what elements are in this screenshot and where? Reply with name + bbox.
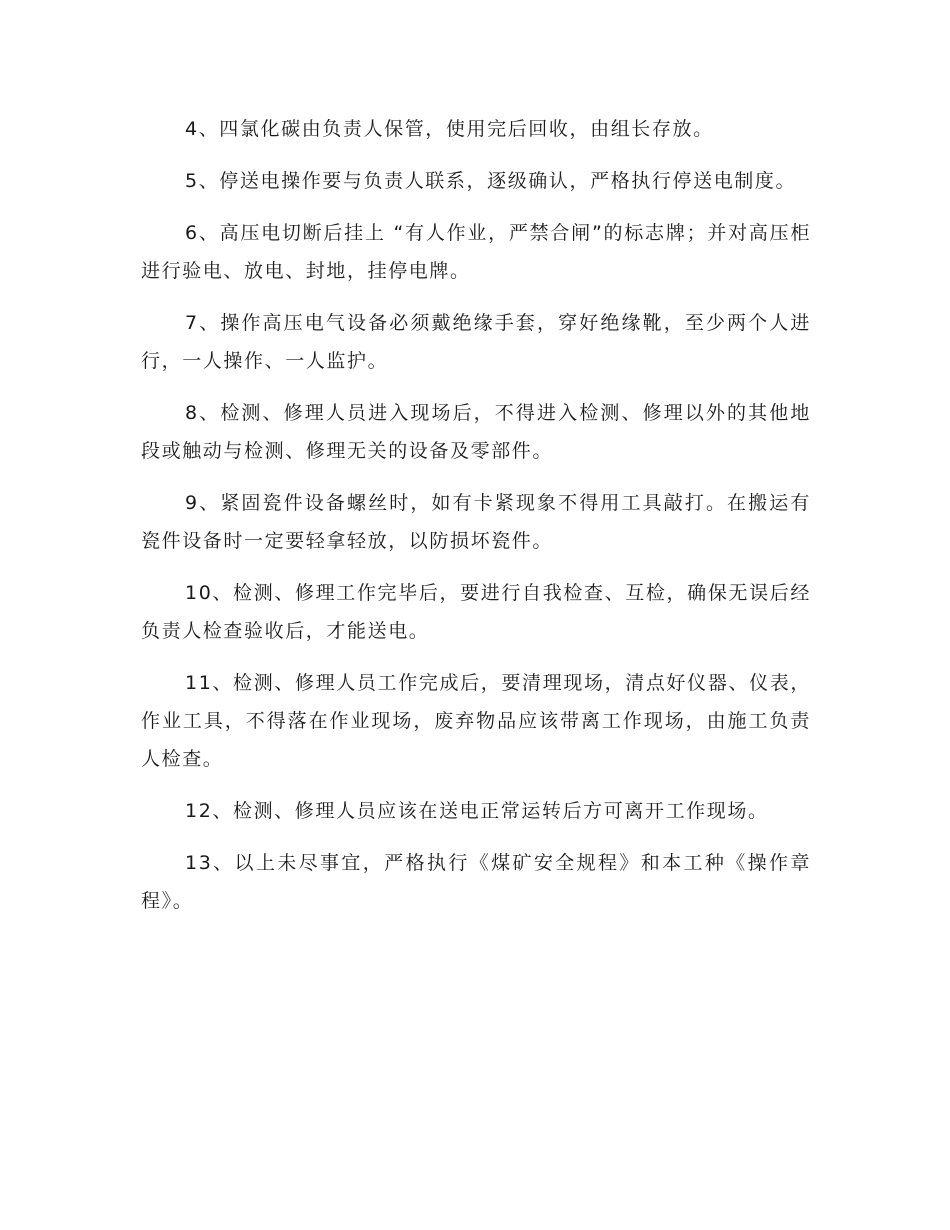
paragraph-item-9: 9、紧固瓷件设备螺丝时，如有卡紧现象不得用工具敲打。在搬运有瓷件设备时一定要轻拿轻放，以防损坏瓷件。 <box>141 492 811 552</box>
document-body <box>141 110 811 934</box>
paragraph-item-8: 8、检测、修理人员进入现场后，不得进入检测、修理以外的其他地段或触动与检测、修理无关的设备及零部件。 <box>141 402 811 462</box>
paragraph-item-7: 7、操作高压电气设备必须戴绝缘手套，穿好绝缘靴，至少两个人进行，一人操作、一人监护。 <box>141 312 811 372</box>
paragraph-item-13: 13、以上未尽事宜，严格执行《煤矿安全规程》和本工种《操作章程》。 <box>141 852 811 912</box>
paragraph-item-12: 12、检测、修理人员应该在送电正常运转后方可离开工作现场。 <box>185 800 769 822</box>
paragraph-item-4: 4、四氯化碳由负责人保管，使用完后回收，由组长存放。 <box>185 118 714 140</box>
paragraph-item-10: 10、检测、修理工作完毕后，要进行自我检查、互检，确保无误后经负责人检查验收后，才能送电。 <box>141 582 811 642</box>
paragraph-item-6: 6、高压电切断后挂上 “有人作业，严禁合闸”的标志牌；并对高压柜进行验电、放电、封地，挂停电牌。 <box>141 222 811 282</box>
paragraph-item-11: 11、检测、修理人员工作完成后，要清理现场，清点好仪器、仪表，作业工具，不得落在作业现场，废弃物品应该带离工作现场，由施工负责人检查。 <box>141 672 811 770</box>
paragraph-item-5: 5、停送电操作要与负责人联系，逐级确认，严格执行停送电制度。 <box>185 170 797 192</box>
